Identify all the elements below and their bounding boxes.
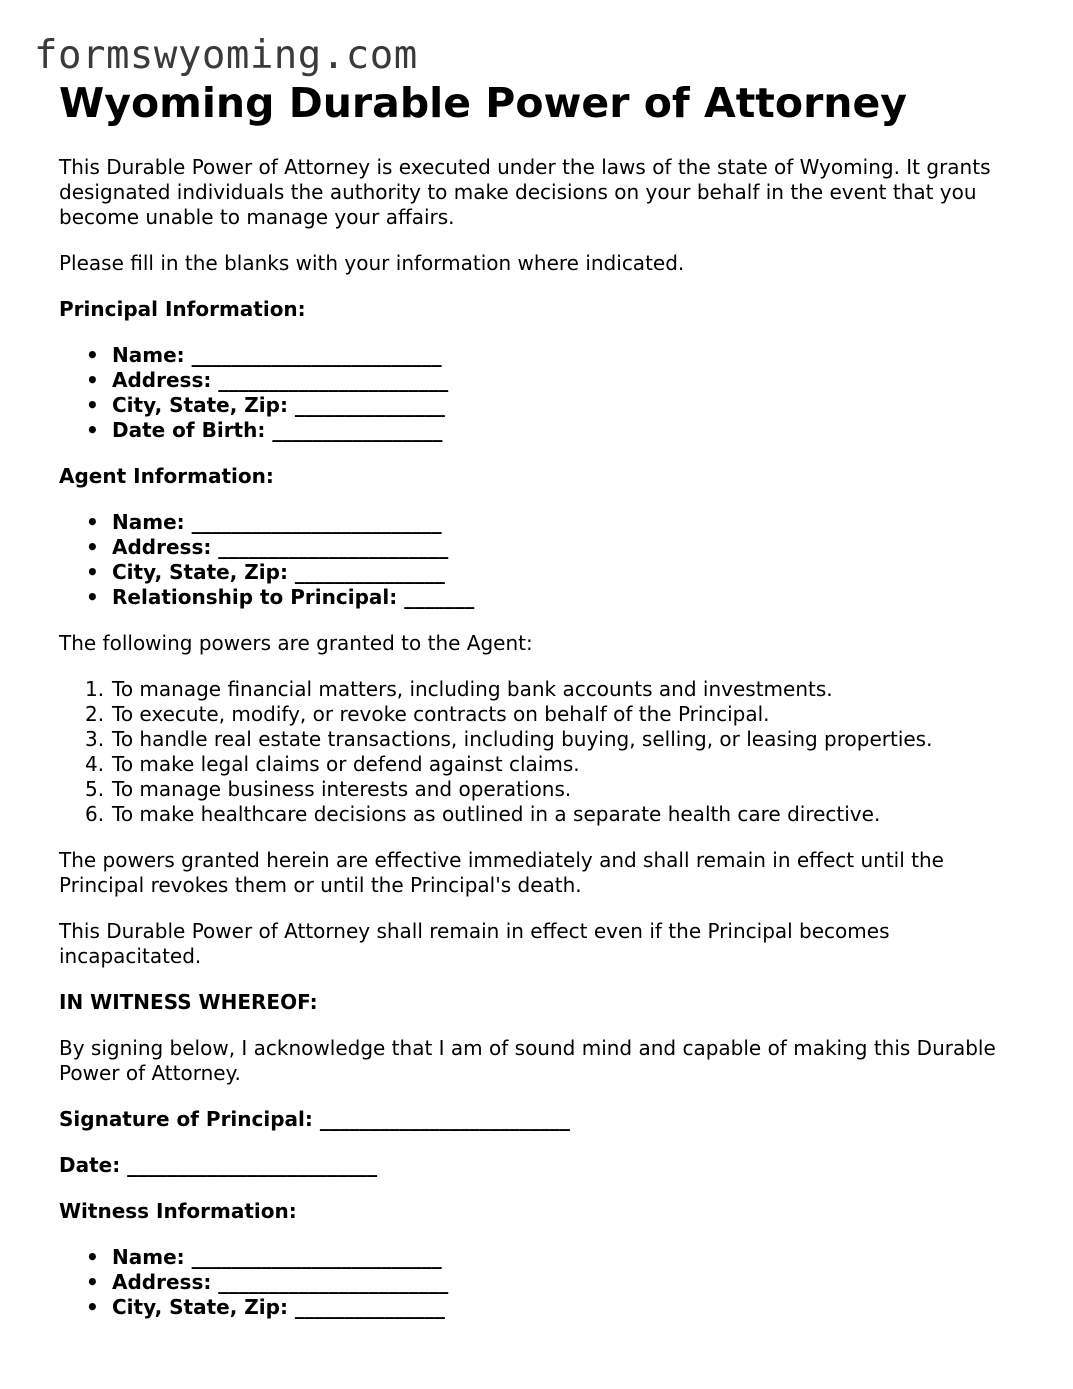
power-item: 1. To manage financial matters, including bank accounts and investments. [85, 677, 833, 701]
bullet-icon: • [86, 343, 99, 367]
witness-fields-list [59, 1245, 1019, 1320]
powers-list [59, 677, 1019, 827]
effective-paragraph: The powers granted herein are effective immediately and shall remain in effect until the Principal revokes them or until the Principal's death. [59, 848, 944, 897]
bullet-icon: • [86, 1270, 99, 1294]
bullet-icon: • [86, 560, 99, 584]
witness-address-field[interactable]: • Address: _______________________ [86, 1270, 449, 1294]
power-item: 6. To make healthcare decisions as outlined in a separate health care directive. [85, 802, 881, 826]
bullet-icon: • [86, 418, 99, 442]
bullet-icon: • [86, 585, 99, 609]
power-item: 5. To manage business interests and operations. [85, 777, 572, 801]
page-title: Wyoming Durable Power of Attorney [59, 79, 908, 127]
bullet-icon: • [86, 393, 99, 417]
agent-relationship-field[interactable]: • Relationship to Principal: _______ [86, 585, 475, 609]
instructions-paragraph: Please fill in the blanks with your information where indicated. [59, 251, 685, 275]
witness-city-state-zip-field[interactable]: • City, State, Zip: _______________ [86, 1295, 445, 1319]
power-item: 2. To execute, modify, or revoke contracts on behalf of the Principal. [85, 702, 770, 726]
durable-paragraph: This Durable Power of Attorney shall remain in effect even if the Principal becomes incapacitated. [59, 919, 890, 968]
agent-address-field[interactable]: • Address: _______________________ [86, 535, 449, 559]
principal-city-state-zip-field[interactable]: • City, State, Zip: _______________ [86, 393, 445, 417]
witness-whereof-heading: IN WITNESS WHEREOF: [59, 990, 318, 1014]
watermark: formswyoming.com [34, 33, 418, 78]
document-page [59, 78, 1019, 1320]
power-item: 3. To handle real estate transactions, including buying, selling, or leasing properties. [85, 727, 933, 751]
witness-name-field[interactable]: • Name: _________________________ [86, 1245, 442, 1269]
principal-name-field[interactable]: • Name: _________________________ [86, 343, 442, 367]
witness-heading: Witness Information: [59, 1199, 297, 1223]
acknowledge-paragraph: By signing below, I acknowledge that I am of sound mind and capable of making this Durable Power of Attorney. [59, 1036, 996, 1085]
bullet-icon: • [86, 368, 99, 392]
bullet-icon: • [86, 510, 99, 534]
agent-city-state-zip-field[interactable]: • City, State, Zip: _______________ [86, 560, 445, 584]
agent-fields-list [59, 510, 1019, 610]
bullet-icon: • [86, 1245, 99, 1269]
powers-intro: The following powers are granted to the Agent: [59, 631, 533, 655]
principal-heading: Principal Information: [59, 297, 306, 321]
principal-signature-field[interactable]: Signature of Principal: _________________________ [59, 1107, 570, 1131]
principal-fields-list [59, 343, 1019, 443]
agent-name-field[interactable]: • Name: _________________________ [86, 510, 442, 534]
bullet-icon: • [86, 535, 99, 559]
principal-address-field[interactable]: • Address: _______________________ [86, 368, 449, 392]
principal-date-of-birth-field[interactable]: • Date of Birth: _________________ [86, 418, 443, 442]
signature-date-field[interactable]: Date: _________________________ [59, 1153, 378, 1177]
intro-paragraph: This Durable Power of Attorney is executed under the laws of the state of Wyoming. It grants designated individuals the authority to make decisions on your behalf in the event that you become unable to manage your affairs. [59, 155, 991, 229]
bullet-icon: • [86, 1295, 99, 1319]
agent-heading: Agent Information: [59, 464, 274, 488]
power-item: 4. To make legal claims or defend against claims. [85, 752, 580, 776]
